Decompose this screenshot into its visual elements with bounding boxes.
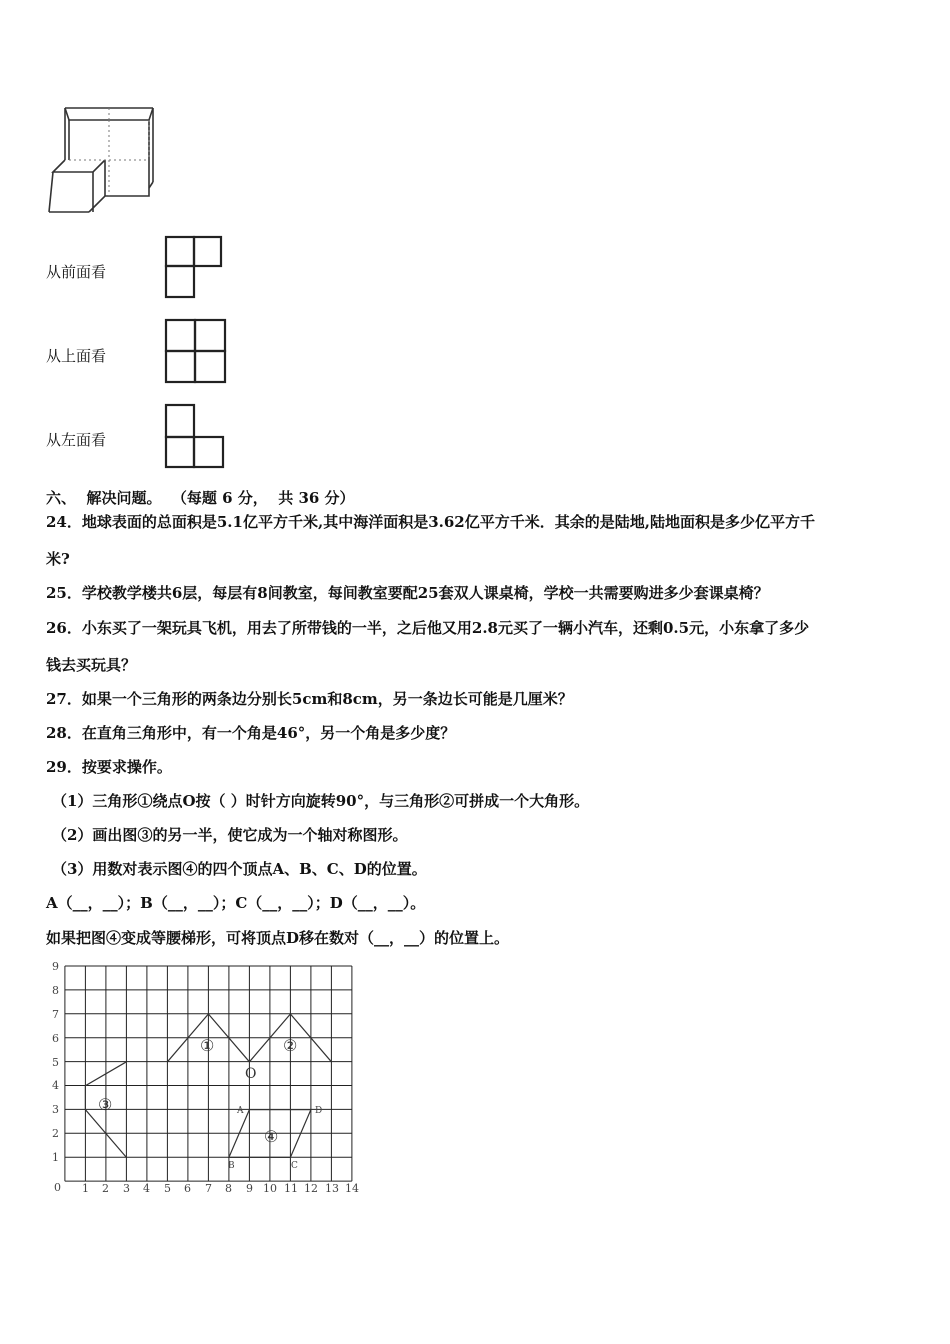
problem-29-blanks: A（__，__）；B（__，__）；C（__，__）；D（__，__）。 bbox=[46, 894, 426, 912]
problem-28: 28．在直角三角形中，有一个角是46°，另一个角是多少度？ bbox=[46, 724, 456, 742]
problem-26-line1: 26．小东买了一架玩具飞机，用去了所带钱的一半，之后他又用2.8元买了一辆小汽车，还剩0.5元，小东拿了多少 bbox=[46, 619, 810, 637]
x-label-4: 4 bbox=[143, 1182, 150, 1195]
problem-29-part4: 如果把图④变成等腰梯形，可将顶点D移在数对（__，__）的位置上。 bbox=[46, 929, 510, 947]
label-point-a: A bbox=[237, 1106, 244, 1116]
problem-29-part1: （1）三角形①绕点O按（ ）时针方向旋转90°，与三角形②可拼成一个大角形。 bbox=[52, 792, 590, 810]
label-point-c: C bbox=[291, 1161, 298, 1171]
problem-27: 27．如果一个三角形的两条边分别长5cm和8cm，另一条边长可能是几厘米？ bbox=[46, 690, 573, 708]
x-label-0: 0 bbox=[54, 1181, 61, 1194]
problem-25: 25．学校教学楼共6层，每层有8间教室，每间教室要配25套双人课桌椅，学校一共需要购进多少套课桌椅？ bbox=[46, 584, 769, 602]
x-label-7: 7 bbox=[205, 1182, 212, 1195]
problem-29: 29．按要求操作。 bbox=[46, 758, 172, 776]
y-label-8: 8 bbox=[52, 984, 59, 997]
y-label-2: 2 bbox=[52, 1127, 59, 1140]
label-point-d: D bbox=[315, 1106, 323, 1116]
front-view-figure bbox=[163, 234, 225, 300]
x-label-13: 13 bbox=[325, 1182, 339, 1195]
x-label-8: 8 bbox=[225, 1182, 232, 1195]
cube-stack-figure bbox=[45, 100, 160, 218]
x-label-6: 6 bbox=[184, 1182, 191, 1195]
problem-29-part2: （2）画出图③的另一半，使它成为一个轴对称图形。 bbox=[52, 826, 408, 844]
y-label-4: 4 bbox=[52, 1079, 59, 1092]
top-view-figure bbox=[163, 317, 229, 385]
x-label-12: 12 bbox=[304, 1182, 318, 1195]
label-shape-2: ② bbox=[283, 1036, 298, 1055]
problem-26-line2: 钱去买玩具？ bbox=[46, 656, 137, 674]
x-label-9: 9 bbox=[246, 1182, 253, 1195]
problem-24-line1: 24．地球表面的总面积是5.1亿平方千米,其中海洋面积是3.62亿平方千米．其余的是陆地,陆地面积是多少亿平方千 bbox=[46, 513, 815, 531]
y-label-6: 6 bbox=[52, 1032, 59, 1045]
x-label-14: 14 bbox=[345, 1182, 359, 1195]
x-label-5: 5 bbox=[164, 1182, 171, 1195]
x-label-10: 10 bbox=[263, 1182, 277, 1195]
problem-29-part3: （3）用数对表示图④的四个顶点A、B、C、D的位置。 bbox=[52, 860, 427, 878]
section-title: 六、 解决问题。 （每题 6 分， 共 36 分） bbox=[46, 489, 355, 507]
y-label-1: 1 bbox=[52, 1151, 59, 1164]
problem-24-line2: 米? bbox=[46, 550, 70, 568]
label-shape-4: ④ bbox=[264, 1127, 279, 1146]
y-label-7: 7 bbox=[52, 1008, 59, 1021]
x-label-11: 11 bbox=[284, 1182, 298, 1195]
x-label-1: 1 bbox=[82, 1182, 89, 1195]
y-label-5: 5 bbox=[52, 1056, 59, 1069]
top-view-label: 从上面看 bbox=[46, 347, 107, 365]
coordinate-grid bbox=[40, 958, 370, 1203]
x-label-2: 2 bbox=[102, 1182, 109, 1195]
label-point-o: O bbox=[245, 1066, 257, 1082]
y-label-3: 3 bbox=[52, 1103, 59, 1116]
label-shape-1: ① bbox=[200, 1036, 215, 1055]
label-point-b: B bbox=[228, 1161, 235, 1171]
label-shape-3: ③ bbox=[98, 1095, 113, 1114]
y-label-9: 9 bbox=[52, 960, 59, 973]
left-view-figure bbox=[163, 402, 227, 470]
x-label-3: 3 bbox=[123, 1182, 130, 1195]
front-view-label: 从前面看 bbox=[46, 263, 107, 281]
left-view-label: 从左面看 bbox=[46, 431, 107, 449]
